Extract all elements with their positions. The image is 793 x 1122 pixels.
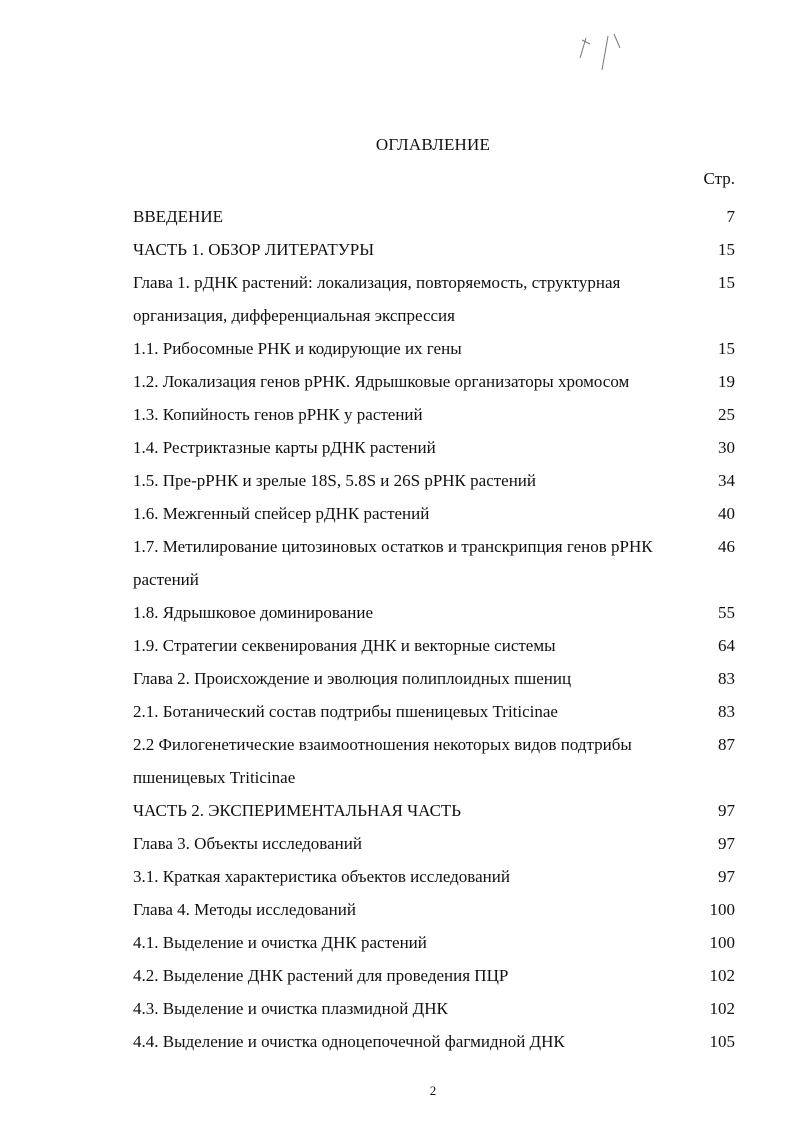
toc-entry-page: 15	[718, 273, 735, 292]
toc-entry-text: 1.1. Рибосомные РНК и кодирующие их гены	[133, 339, 462, 358]
toc-entry-text: 1.7. Метилирование цитозиновых остатков и транскрипция генов рРНК растений	[133, 537, 653, 589]
toc-entry-text: ЧАСТЬ 1. ОБЗОР ЛИТЕРАТУРЫ	[133, 240, 375, 259]
toc-entry-page: 100	[709, 933, 735, 952]
toc-entry-page: 97	[718, 801, 735, 820]
toc-entry-page: 97	[718, 834, 735, 853]
toc-entry-page: 40	[718, 504, 735, 523]
toc-entry-text: 1.5. Пре-рРНК и зрелые 18S, 5.8S и 26S рРНК растений	[133, 471, 537, 490]
toc-entry-text: 2.1. Ботанический состав подтрибы пшеницевых Triticinae	[133, 702, 558, 721]
toc-entry	[133, 992, 735, 1025]
toc-entry-page: 34	[718, 471, 735, 490]
toc-entry	[133, 959, 735, 992]
page-column-label: Стр.	[703, 169, 735, 188]
toc-entry	[133, 200, 735, 233]
toc-entry	[133, 332, 735, 365]
toc-entry	[133, 530, 735, 596]
toc-entry	[133, 827, 735, 860]
toc-entry	[133, 695, 735, 728]
toc-entry-text: 1.4. Рестриктазные карты рДНК растений	[133, 438, 436, 457]
toc-entry-page: 105	[709, 1032, 735, 1051]
toc-entry-text: Глава 3. Объекты исследований	[133, 834, 362, 853]
toc-entry-page: 83	[718, 702, 735, 721]
toc-entry-text: 1.6. Межгенный спейсер рДНК растений	[133, 504, 430, 523]
toc-entry-text: ЧАСТЬ 2. ЭКСПЕРИМЕНТАЛЬНАЯ ЧАСТЬ	[133, 801, 462, 820]
page-title: ОГЛАВЛЕНИЕ	[375, 135, 491, 154]
toc-entry-page: 87	[718, 735, 735, 754]
page-number: 2	[429, 1083, 437, 1098]
toc-entry	[133, 629, 735, 662]
toc-entry	[133, 860, 735, 893]
toc-entry	[133, 398, 735, 431]
toc-entry	[133, 233, 735, 266]
toc-entry	[133, 926, 735, 959]
toc-entry-page: 97	[718, 867, 735, 886]
toc-entry	[133, 662, 735, 695]
toc-entry-page: 15	[718, 240, 735, 259]
toc-entry	[133, 1025, 735, 1058]
toc-entry-text: 1.9. Стратегии секвенирования ДНК и векторные системы	[133, 636, 556, 655]
toc-entry-page: 100	[709, 900, 735, 919]
toc-entry-text: Глава 4. Методы исследований	[133, 900, 356, 919]
toc-entry	[133, 893, 735, 926]
toc-entry-page: 19	[718, 372, 735, 391]
toc-entry-text: ВВЕДЕНИЕ	[133, 207, 223, 226]
toc-entry-text: 1.3. Копийность генов рРНК у растений	[133, 405, 423, 424]
toc-entry-page: 25	[718, 405, 735, 424]
toc-entry-page: 102	[709, 966, 735, 985]
toc-entry	[133, 728, 735, 794]
toc-entry	[133, 464, 735, 497]
toc-entry	[133, 596, 735, 629]
toc-entry-page: 83	[718, 669, 735, 688]
toc-entry-text: Глава 2. Происхождение и эволюция полиплоидных пшениц	[133, 669, 572, 688]
toc-entry-page: 55	[718, 603, 735, 622]
toc-entry-text: 2.2 Филогенетические взаимоотношения некоторых видов подтрибы пшеницевых Triticinae	[133, 735, 632, 787]
toc-entry-text: 1.8. Ядрышковое доминирование	[133, 603, 374, 622]
toc-entry-text: Глава 1. рДНК растений: локализация, повторяемость, структурная организация, дифференциальная экспрессия	[133, 273, 621, 325]
toc-entry-text: 4.2. Выделение ДНК растений для проведения ПЦР	[133, 966, 509, 985]
toc-entry-page: 102	[709, 999, 735, 1018]
toc-entry	[133, 431, 735, 464]
toc-entry	[133, 266, 735, 332]
toc-entry-text: 4.1. Выделение и очистка ДНК растений	[133, 933, 427, 952]
pen-mark	[568, 30, 638, 100]
toc-entry	[133, 497, 735, 530]
toc-entry-page: 7	[726, 207, 735, 226]
toc-entry-text: 4.4. Выделение и очистка одноцепочечной фагмидной ДНК	[133, 1032, 565, 1051]
toc-entry-text: 1.2. Локализация генов рРНК. Ядрышковые организаторы хромосом	[133, 372, 630, 391]
toc-entry-page: 30	[718, 438, 735, 457]
toc-entry-page: 64	[718, 636, 735, 655]
toc-entry	[133, 365, 735, 398]
toc-entry-text: 3.1. Краткая характеристика объектов исследований	[133, 867, 510, 886]
toc-entry	[133, 794, 735, 827]
toc-entry-page: 15	[718, 339, 735, 358]
toc-entry-text: 4.3. Выделение и очистка плазмидной ДНК	[133, 999, 448, 1018]
toc-entry-page: 46	[718, 537, 735, 556]
table-of-contents	[133, 200, 735, 1058]
